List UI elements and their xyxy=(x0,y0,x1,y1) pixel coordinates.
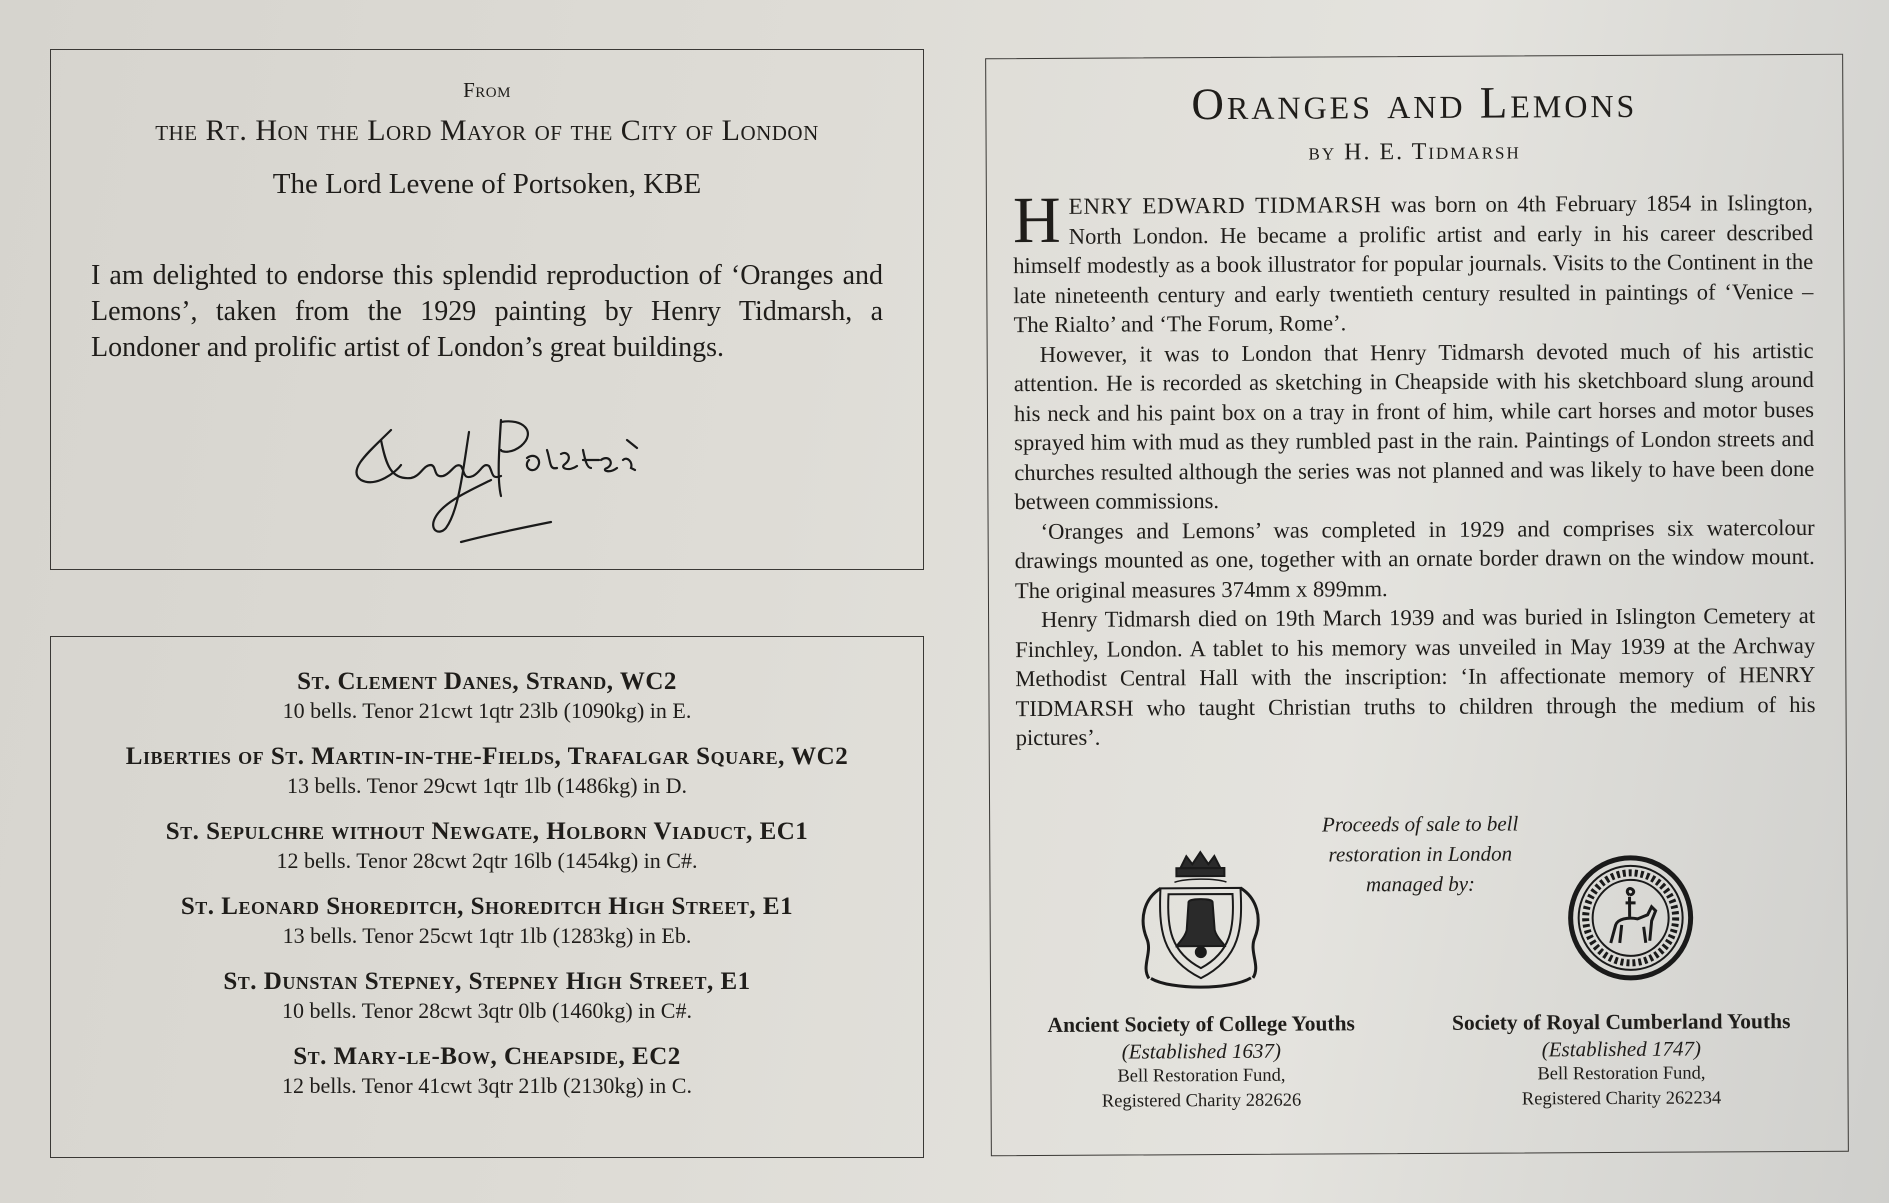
endorsement-text: I am delighted to endorse this splendid reproduction of ‘Oranges and Lemons’, taken from the 1929 painting by Henry Tidmarsh, a Londoner and prolific artist of London’s great buildings. xyxy=(91,260,883,363)
bio-title: Oranges and Lemons xyxy=(1191,76,1638,130)
society-fund: Bell Restoration Fund, xyxy=(1537,1063,1706,1085)
bell-entry xyxy=(51,1042,923,1100)
society-charity-number: Registered Charity 262234 xyxy=(1521,1088,1722,1110)
society-established: (Established 1637) xyxy=(1121,1038,1282,1064)
church-name: Liberties of St. Martin-in-the-Fields, Trafalgar Square, WC2 xyxy=(125,743,849,770)
bell-entry xyxy=(51,742,923,800)
bio-paragraph-1-text: was born on 4th February 1854 in Islington, North London. He became a prolific artist and early in his career described himself modestly as a book illustrator for popular journals. Visits to the Continent in the late nineteenth century and early twentieth century resulted in paintings of ‘Venice – The Rialto’ and ‘The Forum, Rome’. xyxy=(1013,189,1814,338)
bells-list xyxy=(51,667,923,1117)
bell-crest-emblem-icon xyxy=(1130,848,1271,999)
biography-panel xyxy=(985,54,1849,1156)
from-label: From xyxy=(463,78,511,102)
drop-cap: H xyxy=(1012,183,1061,258)
bell-entry xyxy=(51,967,923,1025)
church-name: St. Dunstan Stepney, Stepney High Street, E1 xyxy=(223,968,751,995)
bell-detail: 10 bells. Tenor 28cwt 3qtr 0lb (1460kg) in C#. xyxy=(282,998,692,1023)
church-name: St. Mary-le-Bow, Cheapside, EC2 xyxy=(293,1043,681,1070)
bell-entry xyxy=(51,667,923,725)
signature-image xyxy=(351,410,691,560)
artist-name-caps: ENRY EDWARD TIDMARSH xyxy=(1068,192,1382,219)
bells-panel xyxy=(50,636,924,1158)
society-name: Ancient Society of College Youths xyxy=(1047,1011,1355,1037)
bell-entry xyxy=(51,817,923,875)
bio-paragraph-4: Henry Tidmarsh died on 19th March 1939 and was buried in Islington Cemetery at Finchley, London. A tablet to his memory was unveiled in May 1939 at the Archway Methodist Central Hall with the inscription: ‘In affectionate memory of HENRY TIDMARSH who taught Christian truths to children through the medium of his pictures’. xyxy=(1015,602,1816,751)
bio-byline: by H. E. Tidmarsh xyxy=(1308,138,1521,166)
bio-text xyxy=(1012,183,1816,753)
church-name: St. Clement Danes, Strand, WC2 xyxy=(297,668,677,695)
bell-entry xyxy=(51,892,923,950)
bell-detail: 12 bells. Tenor 28cwt 2qtr 16lb (1454kg) in C#. xyxy=(276,848,698,873)
proceeds-note: Proceeds of sale to bell restoration in London managed by: xyxy=(1321,811,1519,897)
lord-mayor-title: the Rt. Hon the Lord Mayor of the City of London xyxy=(155,114,819,147)
lord-name: The Lord Levene of Portsoken, KBE xyxy=(272,168,702,200)
bell-detail: 13 bells. Tenor 29cwt 1qtr 1lb (1486kg) in D. xyxy=(286,773,688,798)
church-name: St. Leonard Shoreditch, Shoreditch High Street, E1 xyxy=(180,893,794,920)
bio-paragraph-2: However, it was to London that Henry Tidmarsh devoted much of his artistic attention. He is recorded as sketching in Cheapside with his sketchboard slung around his neck and his paint box on a tray in front of him, while cart horses and motor buses sprayed him with mud as they rumbled past in the rain. Paintings of London streets and churches resulted although the series was not planned and was likely to have been done between commissions. xyxy=(1013,337,1815,515)
society-charity-number: Registered Charity 282626 xyxy=(1101,1090,1302,1112)
society-college-youths xyxy=(1011,1009,1392,1115)
society-fund: Bell Restoration Fund, xyxy=(1117,1065,1286,1087)
bio-paragraph-3: ‘Oranges and Lemons’ was completed in 1929 and comprises six watercolour drawings mounted as one, together with an ornate border drawn on the window mount. The original measures 374mm x 899mm. xyxy=(1014,514,1815,603)
endorsement-panel xyxy=(50,49,924,570)
society-name: Society of Royal Cumberland Youths xyxy=(1451,1009,1791,1035)
horseman-seal-emblem-icon xyxy=(1565,851,1696,987)
bell-detail: 10 bells. Tenor 21cwt 1qtr 23lb (1090kg) in E. xyxy=(282,698,692,723)
church-name: St. Sepulchre without Newgate, Holborn Viaduct, EC1 xyxy=(165,818,809,845)
bio-paragraph-1 xyxy=(1012,183,1814,340)
bell-detail: 12 bells. Tenor 41cwt 3qtr 21lb (2130kg) in C. xyxy=(282,1073,692,1098)
society-cumberland-youths xyxy=(1431,1007,1812,1113)
bell-detail: 13 bells. Tenor 25cwt 1qtr 1lb (1283kg) in Eb. xyxy=(282,923,692,948)
society-established: (Established 1747) xyxy=(1541,1036,1701,1062)
